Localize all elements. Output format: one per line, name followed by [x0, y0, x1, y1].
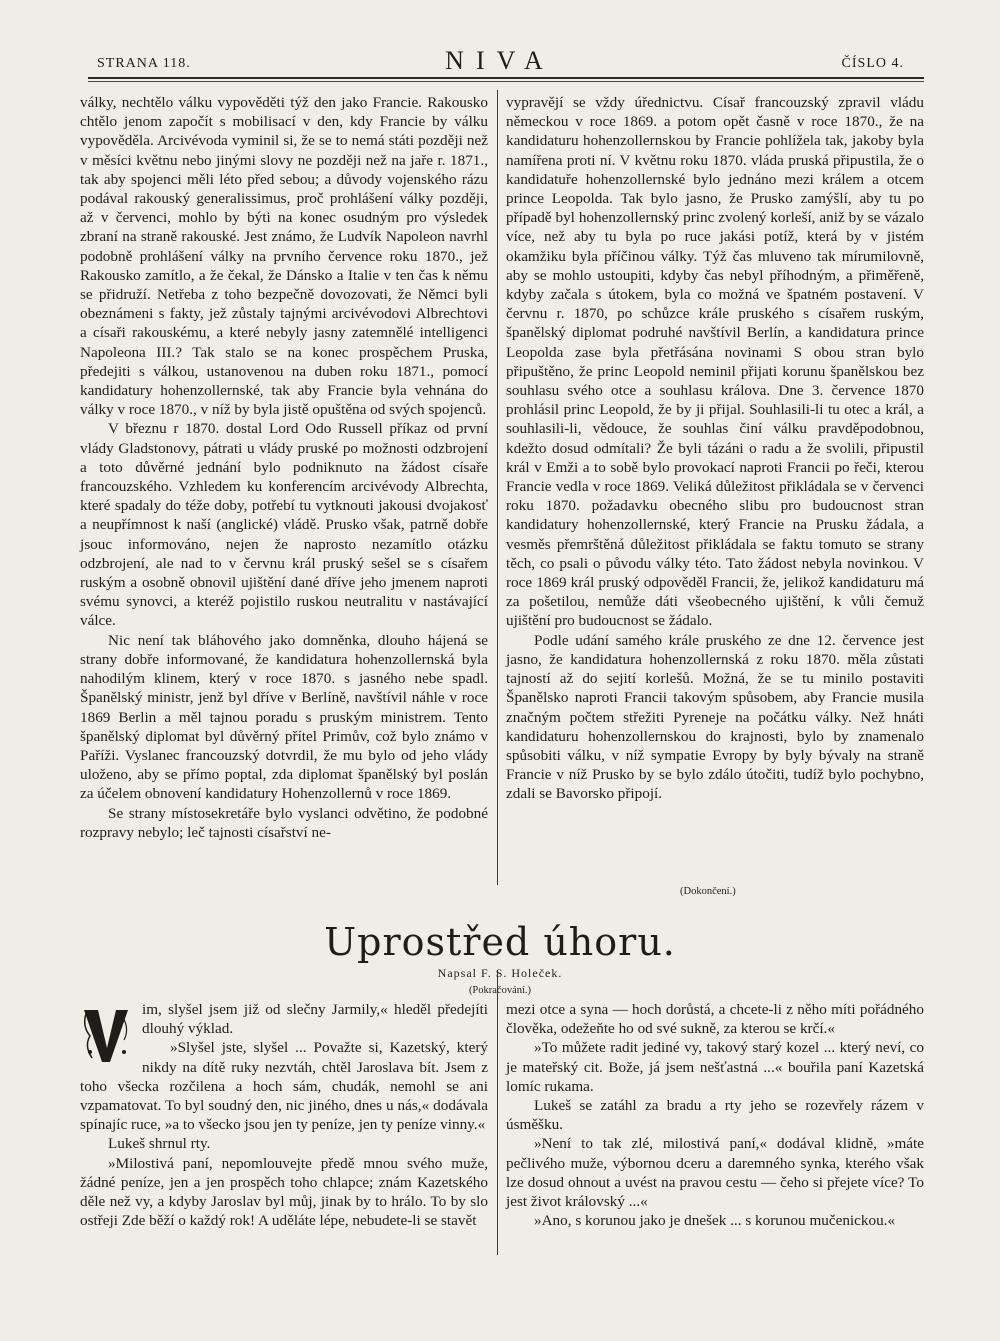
page-number: STRANA 118.: [97, 56, 191, 71]
paragraph: Lukeš shrnul rty.: [108, 1135, 211, 1153]
paragraph: Lukeš se zatáhl za bradu a rty jeho se rozevřely rázem v úsměšku.: [506, 1097, 924, 1134]
paragraph: »Slyšel jste, slyšel ... Považte si, Kazetský, který nikdy na dítě ruky nezvtáh, chtěl Jaroslava bít. Jsem z toho všecka rozčilena a hoch sám, chudák, nemohl se ani vzpamatovat. To byl soudný den, nic jiného, dnes u nás,« dodávala spínajíc ruce, »a to všecko jsou jen ty peníze, jen ty peníze vinny.«: [80, 1039, 488, 1134]
article-column-right: [506, 93, 924, 804]
paragraph: V březnu r 1870. dostal Lord Odo Russell příkaz od první vlády Gladstonovy, pátrati u vlády pruské po možnosti odzbrojení a toto důvěrné jednání bylo podniknuto na žádost císaře francouzského. Vzhledem ku konferencím arcivévody Albrechta, které spadaly do téže doby, potřebí tu vytknouti jakousi dvojakosť a neupřímnost k naší (anglické) vládě. Prusko však, patrně dobře jsouc informováno, nejen že naprosto nezamítlo otázku odzbrojení, ale nad to v červnu král pruský sešel se s císařem ruským a osobně obnovil ujištění dané dříve jeho jmenem naproti svému synovci, a kteréž pojistilo ruskou neutralitu v nastávající válce.: [80, 420, 488, 630]
header-rule: [88, 77, 924, 79]
story-continued-note: (Pokračování.): [468, 985, 532, 996]
article-concluded-note: (Dokončení.): [680, 886, 736, 897]
paragraph: Se strany místosekretáře bylo vyslanci odvětino, že podobné rozpravy nebylo; leč tajnosti císařství ne-: [80, 804, 488, 841]
paragraph: »To můžete radit jediné vy, takový starý kozel ... který neví, co je mateřský cit. Bože, já jsem nešťastná ...« bouřila paní Kazetská lomíc rukama.: [506, 1039, 924, 1095]
article-column-left: [80, 93, 488, 842]
story-title: Uprostřed úhoru.: [324, 920, 676, 964]
paragraph: »Milostivá paní, nepomlouvejte předě mnou svého muže, žádné peníze, jen a jen prospěch toho chlapce; znám Kazetského děle než vy, a kdyby Jaroslav byl můj, jinak by to hrálo. To by slo ostřeji Zde běží o každý rok! A uděláte lépe, nebudete-li se stavět: [80, 1154, 488, 1230]
paragraph: Podle udání samého krále pruského ze dne 12. července jest jasno, že kandidatura hohenzollernská z roku 1870. měla zůstati tajností až do sejití korlešů. Možná, že se tu minilo postaviti Španělsko naproti Francii takovým spůsobem, aby Francie musila značným počtem střežiti Pyreneje na počátku války. Než hnáti kandidaturu hohenzollernskou do krajnosti, bylo by znamenalo spůsobiti válku, v níž sympatie Evropy by byly bývaly na straně Francie v níž Prusko by se bylo zdálo útočiti, tudíž bylo pochybno, zdali se Bavorsko připojí.: [506, 631, 924, 803]
masthead: NIVA: [445, 46, 555, 75]
issue-number: ČÍSLO 4.: [841, 56, 904, 71]
story-byline: Napsal F. S. Holeček.: [437, 966, 563, 980]
story-column-left: [80, 1000, 488, 1230]
paragraph: im, slyšel jsem již od slečny Jarmily,« hleděl předejíti dlouhý výklad.: [142, 1001, 488, 1038]
paragraph: mezi otce a syna — hoch dorůstá, a chcete-li z něho míti pořádného člověka, odežeňte ho od své sukně, za kterou se krčí.«: [506, 1001, 924, 1038]
paragraph: Nic není tak bláhového jako domněnka, dlouho hájená se strany dobře informované, že kandidatura hohenzollernská byla nahodilým klinem, který v roce 1870. s jasného nebe spadl. Španělský ministr, jenž byl dříve v Berlíně, navštívil náhle v roce 1869 Berlin a měl tajnou poradu s pruským ministrem. Tento španělský diplomat byl důvěrný přítel Primův, což bylo známo v Paříži. Vyslanec francouzský dotvrdil, že mu bylo od jeho vlády uloženo, aby se přímo poptal, zda diplomat španělský byl poslán za účelem obnovení kandidatury Hohenzollernů v roce 1869.: [80, 631, 488, 803]
column-divider-lower: [497, 970, 498, 1255]
column-divider: [497, 90, 498, 885]
paragraph: vypravějí se vždy úřednictvu. Císař francouzský zpravil vládu německou v roce 1869. a potom opět časně v roce 1870., že na kandidaturu hohenzollernskou by Francie pohlížela tak, jakoby byla namířena proti ní. V květnu roku 1870. vláda pruská připustila, že o kandidatuře hohenzollernské bylo jednáno mezi králem a otcem prince Leopolda. Tak bylo jasno, že Prusko zamýšlí, aby tu po případě byl hohenzollernský princ zvolený korleší, aniž by se vázalo více, než aby tu byla po ruce jakási potíž, která by v jistém okamžiku byla příčinou války. Týž čas mluveno tak mírumilovně, aby se mohlo ustoupiti, kdyby čas nebyl příhodným, a přiměřeně, kdyby začala s útokem, byla co možná ve špatném postavení. V červnu r. 1870, po schůzce krále pruského s císařem ruským, španělský diplomat podruhé navštívil Berlín, a kandidatura prince Leopolda zase byla přetřásána novinami S obou stran bylo připuštěno, že princ Leopold neminil přijati korunu španělskou bez souhlasu svého otce a souhlasu králova. Dne 3. července 1870 prohlásil princ Leopold, že by ji přijal. Souhlasili-li tu otec a král, a souhlasili-li, vědouce, že souhlas činí válku pravděpodobnou, kdežto dosud odmítali? Že byli tázáni o radu a že svolili, připustil král v Emži a to sobě bylo provokací naproti Francii po řeči, kterou Francie vedla v roce 1869. Veliká důležitost přikládala se v červenci roku 1870. požadavku obecného slibu pro budoucnost stran kandidatury hohenzollernské, který Francie na Prusku žádala, a vesměs přemrštěná důležitost přikládala se faktu tomuto se strany těch, co psali o původu války této. Tato žádost nebyla novinkou. V roce 1869 král pruský odpověděl Francii, že, jelikož kandidaturu má za pošetilou, nemůže dáti všeobecného ujištění, k vůli čemuž ujištění pro budoucnost se žádalo.: [506, 94, 924, 630]
paragraph: »Není to tak zlé, milostivá paní,« dodával klidně, »máte pečlivého muže, výbornou dceru a daremného synka, kterého však lze dosud ohnout a uvést na pravou cestu — čeho si přejete více? To jest život královský ...«: [506, 1135, 924, 1211]
header-rule-thin: [88, 81, 924, 82]
paragraph: války, nechtělo válku vypověděti týž den jako Francie. Rakousko chtělo jenom započít s mobilisací v den, kdy Francie by válku vypověděla. Arcivévoda vyminil si, že se to nemá státi později než v měsíci květnu nebo jinými slovy ne později než na jaře r. 1871., tak aby spojenci měli léto před sebou; a důvody vojenského rázu podával rakouský generalissimus, proč prohlášení války později, až v červenci, mohlo by býti na konec osudným pro výsledek zbraní na straně rakouské. Jest známo, že Ludvík Napoleon navrhl podobně prohlášení války na prvního července roku 1870., jež Rakousko zamítlo, a že čekal, že Dánsko a Italie v ten čas k němu se přidruží. Netřeba z toho bezpečně dovozovati, že Němci byli obeznámeni s fakty, jež zůstaly tajnými arcivévodovi Albrechtovi a císaři rakouskému, a které nebyly jasny zatemnělé intelligenci Napoleona III.? Tak stalo se na konec prospěchem Pruska, předejiti s válkou, ustanovenou na duben roku 1871., pomocí kandidatury hohenzollernské, tak aby Francie byla vehnána do války v roce 1870., v níž by byla jistě opuštěna od svých spojenců.: [80, 94, 488, 419]
page-header: [0, 0, 1000, 80]
story-column-right: [506, 1000, 924, 1230]
paragraph: »Ano, s korunou jako je dnešek ... s korunou mučenickou.«: [534, 1212, 896, 1230]
